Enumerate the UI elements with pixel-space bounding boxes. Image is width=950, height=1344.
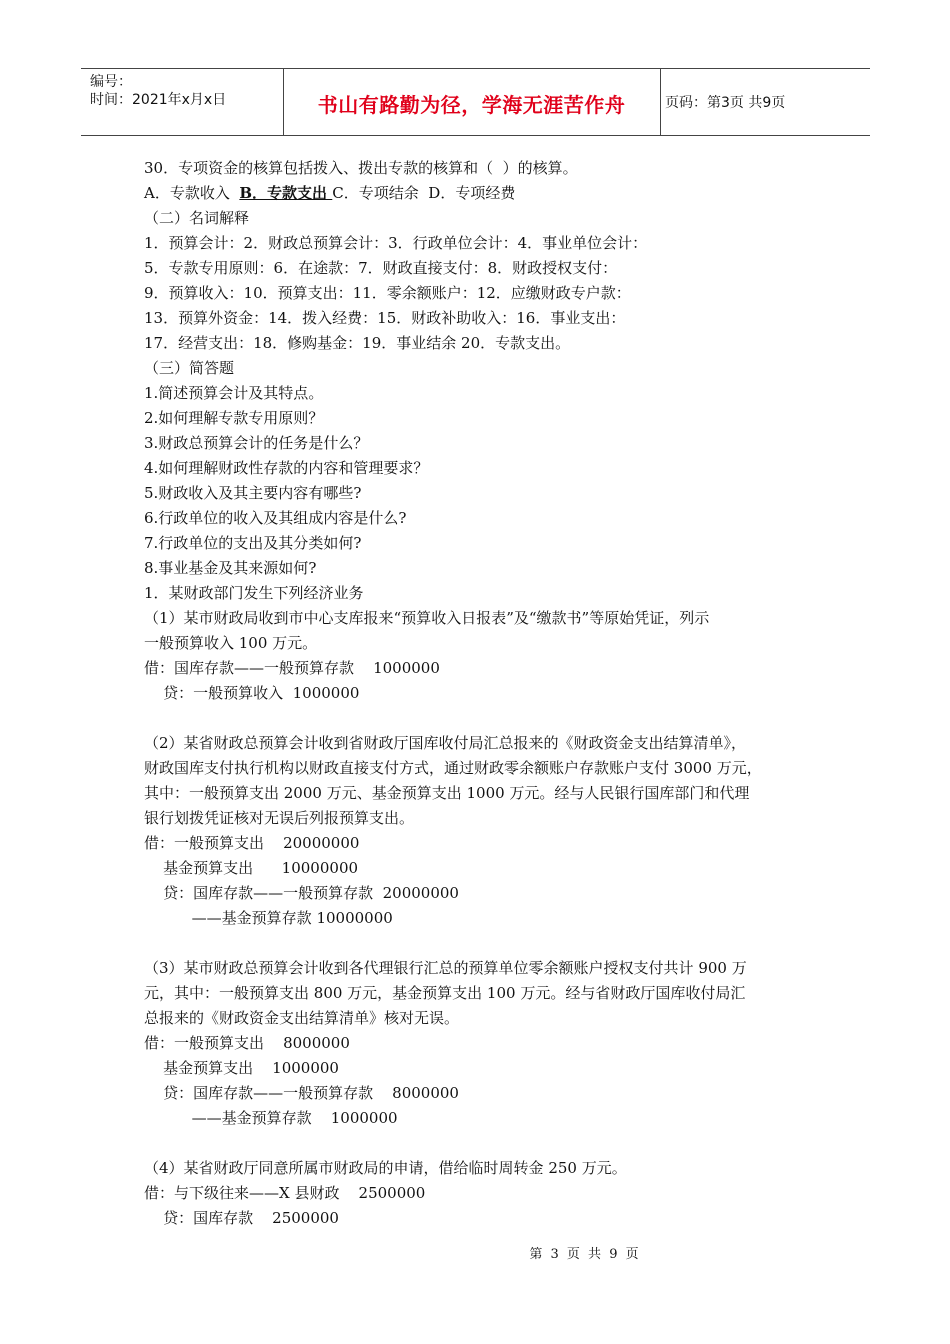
text-line: ——基金预算存款 10000000 [144,909,393,927]
text-line: （3）某市财政总预算会计收到各代理银行汇总的预算单位零余额账户授权支付共计 900 万 [144,959,747,977]
text-line: 5．专款专用原则：6．在途款：7．财政直接支付：8．财政授权支付： [144,259,618,277]
text-line: 财政国库支付执行机构以财政直接支付方式，通过财政零余额账户存款账户支付 3000 万元， [144,759,762,777]
text-line: 5.财政收入及其主要内容有哪些? [144,484,362,502]
option-c-d: C．专项结余 D．专项经费 [332,184,516,202]
text-line: 1.简述预算会计及其特点。 [144,384,324,402]
text-line: 8.事业基金及其来源如何? [144,559,317,577]
text-line: 4.如何理解财政性存款的内容和管理要求？ [144,459,429,477]
text-line: 借：一般预算支出 8000000 [144,1034,350,1052]
text-line: 13．预算外资金：14．拨入经费：15．财政补助收入：16．事业支出： [144,309,626,327]
text-line: （4）某省财政厅同意所属市财政局的申请，借给临时周转金 250 万元。 [144,1159,627,1177]
text-line: 总报来的《财政资金支出结算清单》核对无误。 [144,1009,460,1027]
blank-line [144,706,824,731]
text-line: 7.行政单位的支出及其分类如何? [144,534,362,552]
text-line: 借：国库存款——一般预算存款 1000000 [144,659,440,677]
question-30-stem: 30．专项资金的核算包括拨入、拨出专款的核算和（ ）的核算。 [144,159,578,177]
document-body [144,156,824,1231]
text-line: 基金预算支出 1000000 [144,1059,339,1077]
text-line: （2）某省财政总预算会计收到省财政厅国库收付局汇总报来的《财政资金支出结算清单》， [144,734,747,752]
text-line: 1．某财政部门发生下列经济业务 [144,584,364,602]
header-motto: 书山有路勤为径，学海无涯苦作舟 [317,93,626,117]
text-line: （三）简答题 [144,359,235,377]
text-line: 借：与下级往来——X 县财政 2500000 [144,1184,426,1202]
blank-line [144,931,824,956]
text-line: （1）某市财政局收到市中心支库报来“预算收入日报表”及“缴款书”等原始凭证，列示 [144,609,710,627]
text-line: 3.财政总预算会计的任务是什么？ [144,434,369,452]
body-lines [144,206,824,1231]
text-line: 1．预算会计：2．财政总预算会计：3．行政单位会计：4．事业单位会计： [144,234,648,252]
text-line: 其中：一般预算支出 2000 万元、基金预算支出 1000 万元。经与人民银行国库部门和代理 [144,784,750,802]
text-line: 贷：国库存款——一般预算存款 8000000 [144,1084,459,1102]
text-line: 元，其中：一般预算支出 800 万元，基金预算支出 100 万元。经与省财政厅国库收付局汇 [144,984,746,1002]
text-line: 贷：国库存款——一般预算存款 20000000 [144,884,459,902]
page-header [81,68,870,136]
text-line: 一般预算收入 100 万元。 [144,634,318,652]
text-line: ——基金预算存款 1000000 [144,1109,398,1127]
text-line: 借：一般预算支出 20000000 [144,834,360,852]
blank-line [144,1131,824,1156]
question-30-options [144,181,824,206]
document-number-label: 编号： [90,74,132,90]
text-line: 9．预算收入：10．预算支出：11．零余额账户：12．应缴财政专户款： [144,284,631,302]
text-line: 贷：一般预算收入 1000000 [144,684,360,702]
option-b-answer: B．专款支出 [239,184,333,202]
header-meta-cell [81,69,284,135]
text-line: 17．经营支出：18．修购基金：19．事业结余 20．专款支出。 [144,334,571,352]
text-line: （二）名词解释 [144,209,250,227]
text-line: 基金预算支出 10000000 [144,859,359,877]
text-line: 贷：国库存款 2500000 [144,1209,339,1227]
document-time-label: 时间：2021年x月x日 [90,92,227,108]
page-footer: 第 3 页 共 9 页 [529,1247,641,1262]
header-motto-cell [283,69,661,135]
header-page-number: 页码：第3页 共9页 [665,95,786,111]
text-line: 6.行政单位的收入及其组成内容是什么? [144,509,407,527]
header-page-cell [660,69,870,135]
text-line: 银行划拨凭证核对无误后列报预算支出。 [144,809,415,827]
option-a: A．专款收入 [144,184,240,202]
text-line: 2.如何理解专款专用原则？ [144,409,324,427]
